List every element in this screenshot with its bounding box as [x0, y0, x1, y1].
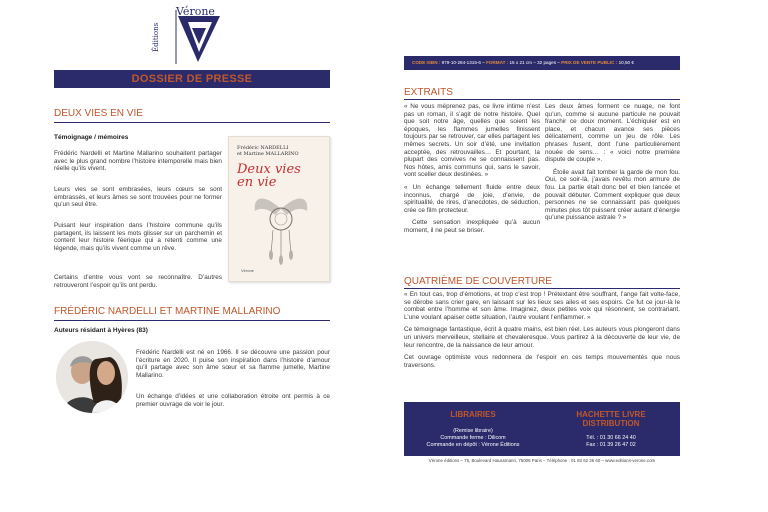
- hachette-title-1: HACHETTE LIVRE: [576, 410, 646, 419]
- extrait-p1: « Ne vous méprenez pas, ce livre intime n’est pas un roman, il s’agit de notre histoire. Quel que soit notre âge, quelles que soient les époques, les flammes jumelles finissent toujours par se retrouver, car elles partagent les mêmes secrets. Un soir d’été, une invitation acceptée, des retrouvailles… Et pourtant, la plupart des convives ne se connaissent pas. Nos hôtes, amis communs qui, sans le savoir, vont sceller deux destinées. »: [404, 103, 540, 179]
- isbn-label: CODE ISBN :: [412, 60, 441, 65]
- authors-subhead: Auteurs résidant à Hyères (83): [54, 327, 148, 334]
- summary-p2: Leurs vies se sont embrasées, leurs cœurs se sont embrassés, et leurs âmes se sont trouvées pour ne former qu’un seul être.: [54, 186, 222, 209]
- extrait-p4: Les deux âmes forment ce nuage, ne font qu’un, comme si aucune particule ne pouvait franchir ce doux moment. L’échiquier est en place, et chacun avance ses pièces délicatement, comme un jeu de rôle. Les phrases fusent, dont l’une particulièrement nouée de sens… : « voici notre première dispute de couple ».: [545, 103, 680, 164]
- quatrieme-p1: « En tout cas, trop d’émotions, et trop c’est trop ! Prétextant être souffrant, l’ange fait volte-face, se dérobe sans crier gare, en laissant sur les lieux ses ailes et ses espoirs. Ce fut ce jour-là le combat entre l’homme et son âme. Imaginez, deux petites voix qui résonnent, se contrariant. L’une voulant apaiser cette situation, l’autre voulant l’enflammer. »: [404, 291, 680, 321]
- divider: [54, 320, 330, 321]
- genre-subhead: Témoignage / mémoires: [54, 134, 129, 141]
- hachette-fax: Fax : 01 39 26 47 02: [586, 442, 636, 448]
- authors-portrait-icon: [56, 341, 128, 413]
- distribution-box: [404, 402, 680, 456]
- librairies-line3: Commande en dépôt : Vérone Éditions: [426, 442, 520, 448]
- quatrieme-p3: Cet ouvrage optimiste vous redonnera de l’espoir en ces temps mouvementés que nous traversons.: [404, 354, 680, 369]
- extrait-p5: Étoile avait fait tomber la garde de mon fou. Oui, ce soir-là, j’avais revêtu mon armure de fou. La partie était donc bel et bien lancée et pouvait débuter. Comment expliquer que deux personnes ne se connaissant pas quelques minutes plus tôt puissent créer autant d’énergie qu’une puissance astrale ? »: [545, 168, 680, 222]
- format-value: 15 x 21 cm: [509, 60, 532, 65]
- divider: [404, 288, 680, 289]
- cover-publisher: Vérone: [241, 268, 254, 273]
- press-banner: DOSSIER DE PRESSE: [54, 70, 330, 88]
- extrait-p3: Cette sensation inexpliquée qu’à aucun moment, il ne peut se briser.: [404, 219, 540, 234]
- librairies-line1: (Remise libraire): [453, 428, 493, 434]
- extraits-right-column: [545, 103, 680, 227]
- bio-p1: Frédéric Nardelli est né en 1966. Il se découvre une passion pour l’écriture en 2020. Il puise son inspiration dans l’histoire d’amour qu’il partage avec son âme sœur et sa flamme jumelle, Martine Mallarino.: [136, 349, 330, 379]
- brand-name: Vérone: [176, 5, 215, 18]
- specs-bar: CODE ISBN : 979-10-284-1315-6 – FORMAT : 15 x 21 cm – 32 pages – PRIX DE VENTE PUBLIC : 10,50 €: [404, 56, 680, 70]
- summary-p3: Puisant leur inspiration dans l’histoire commune qu’ils partagent, ils laissent les mots glisser sur un parchemin et content leur histoire féerique qui a retenti comme une légende, mais qu’ils vivent comme un rêve.: [54, 222, 222, 252]
- brand-sub: Éditions: [152, 22, 160, 52]
- price-value: 10,50 €: [618, 60, 634, 65]
- section-title-deux-vies: DEUX VIES EN VIE: [54, 108, 143, 119]
- summary-p4: Certains d’entre vous vont se reconnaître. D’autres retrouveront l’espoir qu’ils ont perdu.: [54, 274, 222, 289]
- price-label: PRIX DE VENTE PUBLIC :: [561, 60, 618, 65]
- cover-title-line2: en vie: [237, 175, 277, 190]
- section-title-quatrieme: QUATRIÈME DE COUVERTURE: [404, 276, 552, 287]
- publisher-address: Vérone éditions – 75, Boulevard Haussmann, 75008 Paris – Téléphone : 01 83 62 36 60 – www.editions-verone.com: [428, 458, 656, 463]
- extraits-left-column: [404, 103, 540, 240]
- bio-p2: Un échange d’idées et une collaboration étroite ont permis à ce premier ouvrage de voir le jour.: [136, 393, 330, 408]
- cover-author-1: Frédéric NARDELLI: [237, 145, 289, 151]
- cover-author-2: et Martine MALLARINO: [237, 151, 299, 157]
- isbn-value: 979-10-284-1315-6: [441, 60, 481, 65]
- extrait-p2: « Un échange tellement fluide entre deux inconnus, chargé de joie, d’envie, de spiritualité, de rires, d’anecdotes, de séduction, crée ce film protecteur.: [404, 183, 540, 214]
- divider: [404, 99, 680, 100]
- librairies-line2: Commande ferme : Dilicom: [440, 435, 506, 441]
- dreamcatcher-icon: [251, 189, 311, 265]
- cover-title-line1: Deux vies: [237, 162, 301, 177]
- divider: [54, 122, 330, 123]
- quatrieme-p2: Ce témoignage fantastique, écrit à quatre mains, est bien réel. Les auteurs vous plongeront dans un univers merveilleux, stellaire et chevaleresque. Vous partirez à la découverte de leur vie, de leur rencontre, de la naissance de leur amour.: [404, 326, 680, 349]
- section-title-authors: FRÉDÉRIC NARDELLI ET MARTINE MALLARINO: [54, 306, 281, 317]
- format-label: FORMAT :: [486, 60, 509, 65]
- authors-photo: [56, 341, 128, 413]
- hachette-title-2: DISTRIBUTION: [582, 419, 640, 428]
- summary-p1: Frédéric Nardelli et Martine Mallarino souhaitent partager avec le plus grand nombre l’histoire intemporelle mais bien réelle qu’ils vivent.: [54, 150, 222, 173]
- pages-value: 32 pages: [537, 60, 556, 65]
- hachette-tel: Tél. : 01 30 66 24 40: [586, 435, 636, 441]
- section-title-extraits: EXTRAITS: [404, 87, 453, 98]
- librairies-title: LIBRAIRIES: [450, 410, 496, 419]
- quatrieme-text: [404, 291, 680, 374]
- book-cover: [228, 136, 330, 282]
